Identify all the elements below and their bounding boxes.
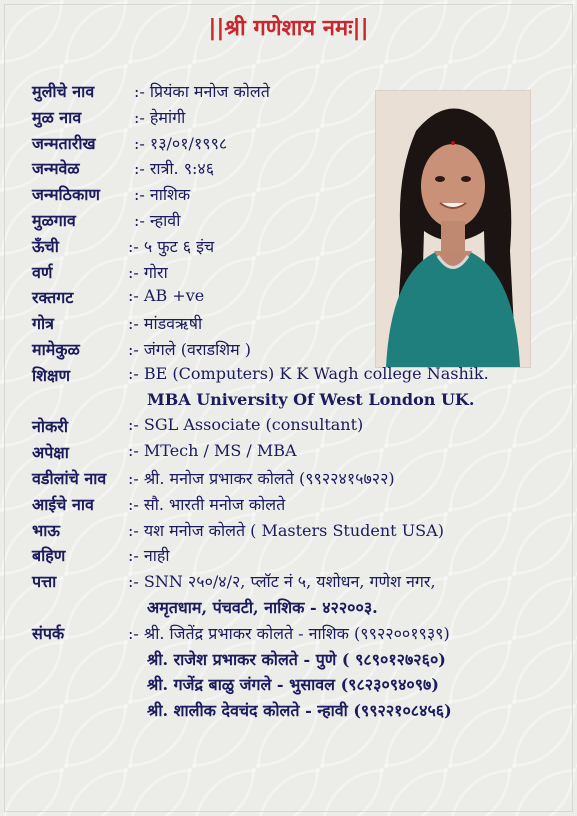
field-label: जन्मतारीख	[32, 133, 96, 153]
field-label: ऊँची	[32, 236, 59, 256]
field-label: नोकरी	[32, 417, 69, 437]
field-label: मुळ नाव	[32, 107, 82, 127]
field-label: पत्ता	[32, 572, 57, 592]
page-title: ||श्री गणेशाय नमः||	[208, 16, 369, 41]
field-label: गोत्र	[32, 314, 54, 334]
field-label: वडीलांचे नाव	[32, 469, 107, 488]
field-value-continuation: MBA University Of West London UK.	[147, 389, 475, 409]
field-value: :- गोरा	[128, 262, 168, 282]
field-value: :- रात्री. ९:४६	[134, 159, 215, 179]
field-label: बहिण	[32, 546, 66, 566]
field-value: :- नाही	[128, 546, 170, 566]
field-value-continuation: श्री. गजेंद्र बाळु जंगले - भुसावल (९८२३०९४०९७)	[147, 675, 439, 695]
field-label: जन्मवेळ	[32, 159, 80, 179]
field-value: :- १३/०१/१९९८	[134, 133, 228, 153]
field-value-continuation: अमृतधाम, पंचवटी, नाशिक - ४२२००३.	[147, 598, 378, 617]
field-value: :- मांडवऋषी	[128, 314, 203, 334]
field-label: रक्तगट	[32, 288, 74, 308]
field-value: :- जंगले (वराडशिम )	[128, 340, 252, 359]
field-value: :- यश मनोज कोलते ( Masters Student USA)	[128, 520, 444, 540]
field-value: :- MTech / MS / MBA	[128, 441, 297, 461]
field-value-continuation: श्री. राजेश प्रभाकर कोलते - पुणे ( ९८९०१२७२६०)	[147, 649, 446, 669]
field-label: अपेक्षा	[32, 443, 69, 463]
field-label: मामेकुळ	[32, 340, 80, 359]
field-value: :- सौ. भारती मनोज कोलते	[128, 494, 286, 514]
field-value: :- प्रियंका मनोज कोलते	[134, 82, 270, 101]
field-value-continuation: श्री. शालीक देवचंद कोलते - न्हावी (९९२२१०८४५६)	[147, 701, 452, 721]
field-value: :- SNN २५०/४/२, प्लॉट नं ५, यशोधन, गणेश नगर,	[128, 572, 436, 592]
field-value: :- नाशिक	[134, 185, 191, 205]
field-label: भाऊ	[32, 520, 60, 540]
field-label: वर्ण	[32, 262, 53, 282]
field-value: :- SGL Associate (consultant)	[128, 415, 364, 435]
field-label: मुलीचे नाव	[32, 82, 95, 101]
field-value: :- श्री. जितेंद्र प्रभाकर कोलते - नाशिक (९९२२००१९३९)	[128, 623, 450, 643]
field-value: :- श्री. मनोज प्रभाकर कोलते (९९२२४१५७२२)	[128, 469, 395, 488]
field-value: :- AB +ve	[128, 286, 205, 306]
field-value: :- ५ फुट ६ इंच	[128, 236, 215, 256]
field-label: संपर्क	[32, 623, 65, 643]
field-label: मुळगाव	[32, 211, 76, 230]
field-label: आईचे नाव	[32, 494, 94, 514]
field-value: :- हेमांगी	[134, 107, 186, 127]
field-value: :- न्हावी	[134, 211, 181, 230]
field-label: शिक्षण	[32, 365, 71, 385]
field-value: :- BE (Computers) K K Wagh college Nashik.	[128, 363, 489, 383]
field-label: जन्मठिकाण	[32, 185, 100, 205]
